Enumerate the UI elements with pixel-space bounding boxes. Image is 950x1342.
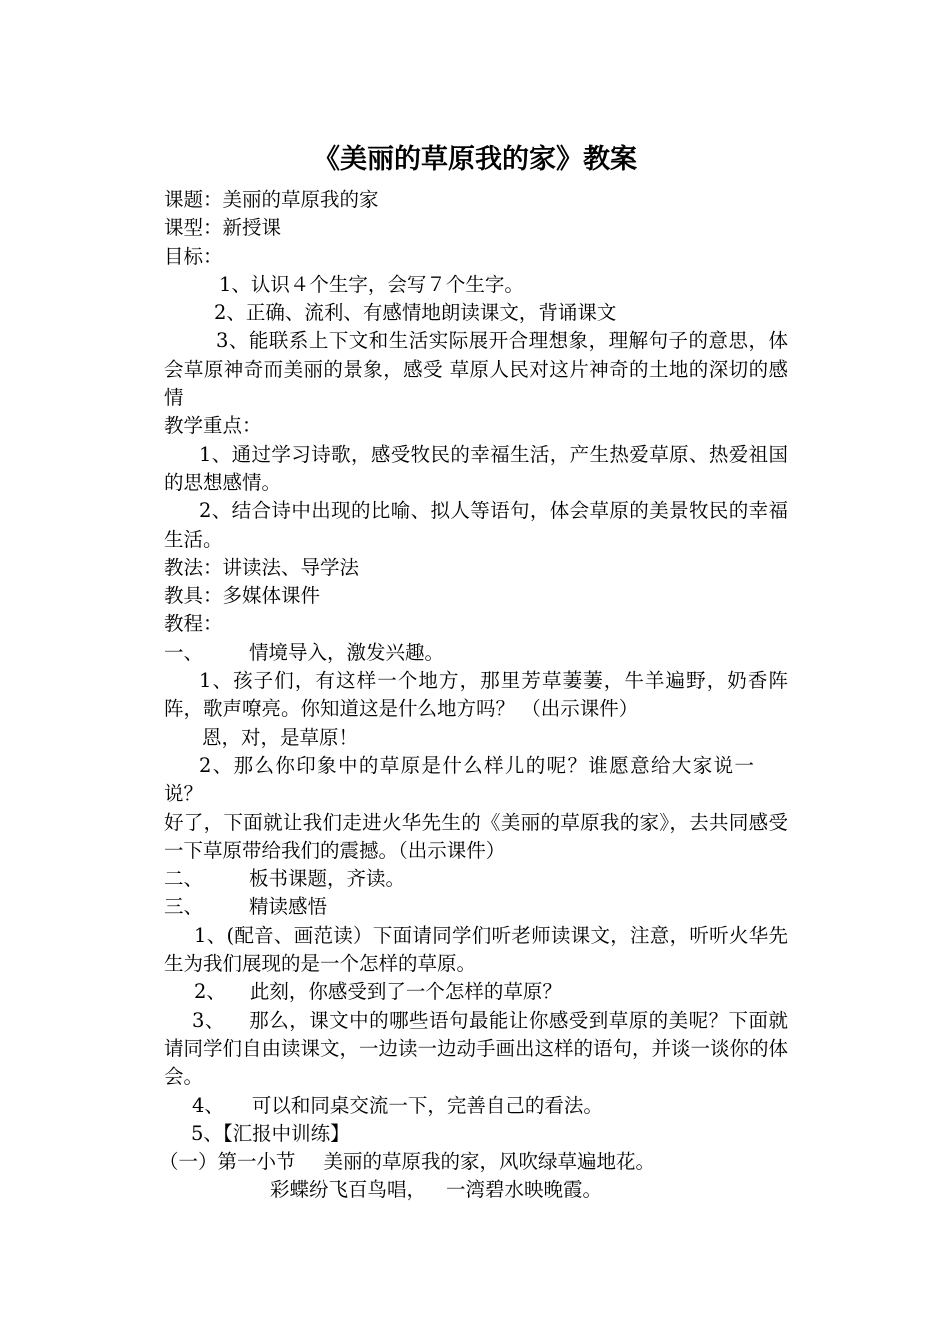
teaching-tools-line: 教具：多媒体课件: [164, 584, 321, 608]
goal-item-1: 1、认识４个生字，会写７个生字。: [219, 272, 524, 296]
section-3-title: 精读感悟: [249, 895, 328, 919]
section-1-paragraph-2: 恩，对，是草原！: [202, 725, 359, 749]
section-3-item-2-number: 2、: [194, 980, 226, 1004]
document-title: 《美丽的草原我的家》教案: [313, 144, 637, 175]
key-points-heading: 教学重点：: [164, 414, 262, 438]
section-3-paragraph-1: 1、(配音、画范读）下面请同学们听老师读课文，注意，听听火华先生为我们展现的是一个怎样的草原。: [164, 923, 788, 976]
section-1-paragraph-1: 1、孩子们，有这样一个地方，那里芳草萋萋，牛羊遍野，奶香阵阵，歌声嘹亮。你知道这是什么地方吗？ （出示课件）: [164, 669, 788, 721]
section-1-heading: [164, 639, 788, 667]
section-3-heading: [164, 893, 788, 921]
teaching-method-line: 教法：讲读法、导学法: [164, 555, 360, 579]
goal-item-2: 2、正确、流利、有感情地朗读课文，背诵课文: [214, 301, 617, 325]
verse-1-text: 美丽的草原我的家，风吹绿草遍地花。: [323, 1150, 656, 1174]
lesson-type-line: 课型：新授课: [164, 216, 282, 240]
section-3-item-3-text: 那么，课文中的哪些语句最能让你感受到草原的美呢？下面就请同学们自由读课文，一边读一边动手画出这样的语句，并谈一谈你的体会。: [164, 1008, 789, 1089]
section-2-number: 二、: [164, 867, 204, 891]
section-2-heading: [164, 865, 788, 893]
topic-line: 课题：美丽的草原我的家: [164, 188, 379, 211]
section-3-number: 三、: [164, 895, 204, 919]
section-1-paragraph-4: 好了，下面就让我们走进火华先生的《美丽的草原我的家》，去共同感受一下草原带给我们的震撼。（出示课件）: [164, 810, 788, 862]
section-1-title: 情境导入，激发兴趣。: [249, 640, 445, 664]
section-3-item-2-text: 此刻，你感受到了一个怎样的草原？: [249, 980, 562, 1004]
section-3-item-3-number: 3、: [192, 1008, 225, 1032]
verse-2-first-half: 彩蝶纷飞百鸟唱，: [270, 1178, 427, 1202]
section-1-number: 一、: [164, 640, 204, 664]
verse-line-1: [159, 1148, 788, 1176]
verse-line-2: [164, 1176, 788, 1204]
section-3-paragraph-3: [164, 1007, 788, 1092]
key-point-2: 2、结合诗中出现的比喻、拟人等语句，体会草原的美景牧民的幸福生活。: [164, 499, 788, 551]
section-2-title: 板书课题，齐读。: [249, 867, 406, 891]
document-body: [159, 186, 789, 1205]
section-3-paragraph-5: 5、【汇报中训练】: [191, 1121, 350, 1145]
process-heading: 教程：: [164, 612, 223, 636]
section-1-paragraph-3: 2、那么你印象中的草原是什么样儿的呢？谁愿意给大家说一说？: [164, 753, 754, 806]
section-3-paragraph-4: [164, 1092, 788, 1120]
section-3-item-4-text: 可以和同桌交流一下，完善自己的看法。: [251, 1093, 603, 1117]
verse-1-label: （一）第一小节: [159, 1150, 296, 1174]
section-3-item-4-number: 4、: [192, 1093, 224, 1117]
key-point-1: 1、通过学习诗歌，感受牧民的幸福生活，产生热爱草原、热爱祖国的思想感情。: [164, 442, 788, 494]
section-3-paragraph-2: [164, 978, 788, 1006]
goals-heading: 目标：: [164, 244, 223, 268]
verse-2-second-half: 一湾碧水映晚霞。: [446, 1178, 603, 1202]
goal-item-3: 3、能联系上下文和生活实际展开合理想象，理解句子的意思，体会草原神奇而美丽的景象，感受 草原人民对这片神奇的土地的深切的感情: [164, 329, 788, 410]
